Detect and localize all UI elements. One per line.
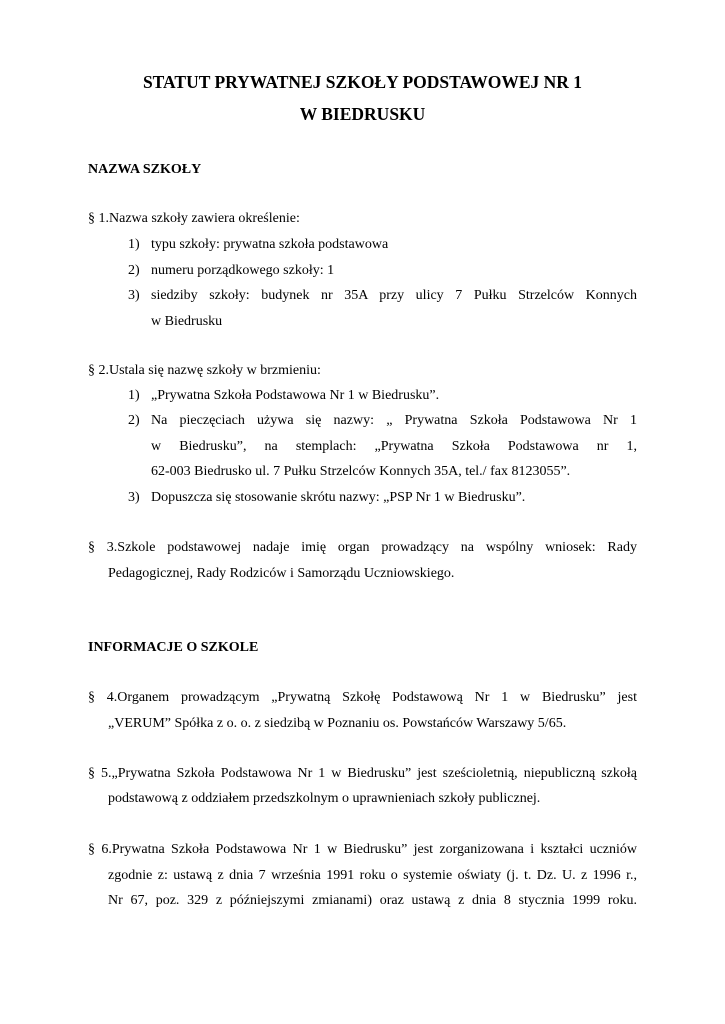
paragraph-4-line: § 4.Organem prowadzącym „Prywatną Szkołę Podstawową Nr 1 w Biedrusku” jest — [88, 690, 637, 705]
list-item-number: 3) — [128, 288, 140, 303]
paragraph-5-line: § 5.„Prywatna Szkoła Podstawowa Nr 1 w Biedrusku” jest sześcioletnią, niepubliczną szkołą — [88, 766, 637, 781]
list-item-text: Na pieczęciach używa się nazwy: „ Prywatna Szkoła Podstawowa Nr 1 — [151, 413, 637, 428]
list-item-text: numeru porządkowego szkoły: 1 — [151, 263, 335, 278]
list-item-text: siedziby szkoły: budynek nr 35A przy ulicy 7 Pułku Strzelców Konnych — [151, 288, 637, 303]
list-item-number: 2) — [128, 263, 140, 278]
list-item-number: 1) — [128, 237, 140, 252]
section-heading-informacje: INFORMACJE O SZKOLE — [88, 640, 259, 655]
list-item-number: 3) — [128, 490, 140, 505]
list-item-text: 62-003 Biedrusko ul. 7 Pułku Strzelców Konnych 35A, tel./ fax 8123055”. — [151, 464, 571, 479]
paragraph-4-line: „VERUM” Spółka z o. o. z siedzibą w Poznaniu os. Powstańców Warszawy 5/65. — [108, 716, 567, 731]
list-item-text: typu szkoły: prywatna szkoła podstawowa — [151, 237, 389, 252]
list-item-number: 1) — [128, 388, 140, 403]
paragraph-6-line: zgodnie z: ustawą z dnia 7 września 1991 roku o systemie oświaty (j. t. Dz. U. z 1996 r., — [108, 868, 637, 883]
list-item-text: w Biedrusku”, na stemplach: „Prywatna Szkoła Podstawowa nr 1, — [151, 439, 637, 454]
document-title-line-2: W BIEDRUSKU — [299, 104, 426, 124]
paragraph-3-line: Pedagogicznej, Rady Rodziców i Samorządu Uczniowskiego. — [108, 566, 455, 581]
document-title-line-1: STATUT PRYWATNEJ SZKOŁY PODSTAWOWEJ NR 1 — [142, 72, 583, 92]
paragraph-1-intro: § 1.Nazwa szkoły zawiera określenie: — [88, 211, 300, 226]
paragraph-6-line: Nr 67, poz. 329 z późniejszymi zmianami) oraz ustawą z dnia 8 stycznia 1999 roku. — [108, 893, 637, 908]
paragraph-2-intro: § 2.Ustala się nazwę szkoły w brzmieniu: — [88, 363, 321, 378]
paragraph-6-line: § 6.Prywatna Szkoła Podstawowa Nr 1 w Biedrusku” jest zorganizowana i kształci uczniów — [88, 842, 637, 857]
list-item-number: 2) — [128, 413, 140, 428]
list-item-text: Dopuszcza się stosowanie skrótu nazwy: „PSP Nr 1 w Biedrusku”. — [151, 490, 526, 505]
paragraph-5-line: podstawową z oddziałem przedszkolnym o uprawnieniach szkoły publicznej. — [108, 791, 541, 806]
section-heading-nazwa: NAZWA SZKOŁY — [88, 162, 202, 177]
list-item-text: „Prywatna Szkoła Podstawowa Nr 1 w Biedrusku”. — [151, 388, 440, 403]
list-item-text: w Biedrusku — [151, 314, 223, 329]
paragraph-3-line: § 3.Szkole podstawowej nadaje imię organ prowadzący na wspólny wniosek: Rady — [88, 540, 637, 555]
